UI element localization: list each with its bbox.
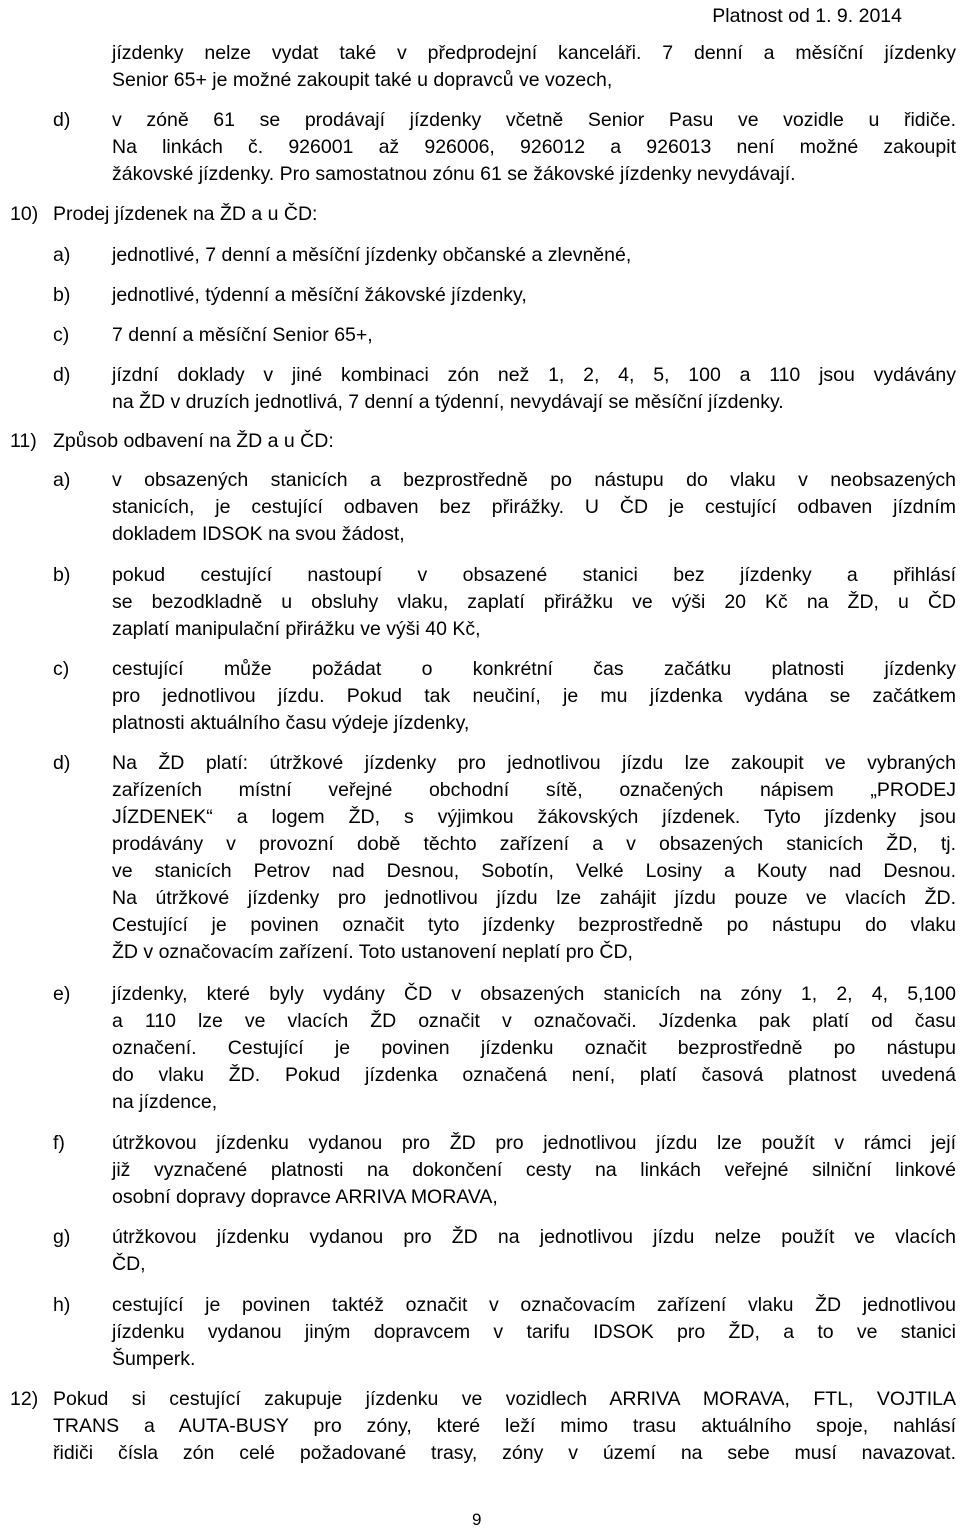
item-line: cestující je povinen taktéž označit v označovacím zařízení vlaku ŽD jednotlivou xyxy=(112,1294,956,1316)
section-title: Způsob odbavení na ŽD a u ČD: xyxy=(53,430,334,452)
item-label: h) xyxy=(53,1294,71,1316)
item-line: na ŽD v druzích jednotlivá, 7 denní a týdenní, nevydávají se měsíční jízdenky. xyxy=(112,391,784,413)
item-line: v obsazených stanicích a bezprostředně po nástupu do vlaku v neobsazených xyxy=(112,469,956,491)
section-number: 10) xyxy=(10,203,39,225)
item-label: d) xyxy=(53,109,71,131)
item-line: Na ŽD platí: útržkové jízdenky pro jednotlivou jízdu lze zakoupit ve vybraných xyxy=(112,752,956,774)
item-line: zařízeních místní veřejné obchodní sítě, označených nápisem „PRODEJ xyxy=(112,779,956,801)
item-line: Cestující je povinen označit tyto jízdenky bezprostředně po nástupu do vlaku xyxy=(112,914,956,936)
item-line: prodávány v provozní době těchto zařízení a v obsazených stanicích ŽD, tj. xyxy=(112,833,956,855)
item-line: Na linkách č. 926001 až 926006, 926012 a 926013 není možné zakoupit xyxy=(112,136,956,158)
item-line: jednotlivé, týdenní a měsíční žákovské jízdenky, xyxy=(112,284,527,306)
section-number: 12) xyxy=(10,1388,39,1410)
item-label: b) xyxy=(53,564,71,586)
item-line: osobní dopravy dopravce ARRIVA MORAVA, xyxy=(112,1186,498,1208)
item-line: stanicích, je cestující odbaven bez přirážky. U ČD je cestující odbaven jízdním xyxy=(112,496,956,518)
item-line: ČD, xyxy=(112,1253,146,1275)
item-line: jízdní doklady v jiné kombinaci zón než 1, 2, 4, 5, 100 a 110 jsou vydávány xyxy=(112,364,956,386)
validity-header: Platnost od 1. 9. 2014 xyxy=(712,5,902,27)
item-line: dokladem IDSOK na svou žádost, xyxy=(112,523,405,545)
item-label: b) xyxy=(53,284,71,306)
item-line: Na útržkové jízdenky pro jednotlivou jízdu lze zahájit jízdu pouze ve vlacích ŽD. xyxy=(112,887,956,909)
section-line: TRANS a AUTA-BUSY pro zóny, které leží mimo trasu aktuálního spoje, nahlásí xyxy=(53,1415,956,1437)
item-line: se bezodkladně u obsluhy vlaku, zaplatí přirážku ve výši 20 Kč na ŽD, u ČD xyxy=(112,591,956,613)
item-line: 7 denní a měsíční Senior 65+, xyxy=(112,324,373,346)
item-line: a 110 lze ve vlacích ŽD označit v označovači. Jízdenka pak platí od času xyxy=(112,1010,956,1032)
item-line: žákovské jízdenky. Pro samostatnou zónu 61 se žákovské jízdenky nevydávají. xyxy=(112,163,796,185)
continuation-line: jízdenky nelze vydat také v předprodejní kanceláři. 7 denní a měsíční jízdenky xyxy=(112,42,956,64)
item-line: jednotlivé, 7 denní a měsíční jízdenky občanské a zlevněné, xyxy=(112,244,632,266)
item-line: do vlaku ŽD. Pokud jízdenka označená není, platí časová platnost uvedená xyxy=(112,1064,956,1086)
item-line: na jízdence, xyxy=(112,1091,218,1113)
section-line: Pokud si cestující zakupuje jízdenku ve vozidlech ARRIVA MORAVA, FTL, VOJTILA xyxy=(53,1388,956,1410)
item-label: d) xyxy=(53,752,71,774)
item-label: f) xyxy=(53,1132,65,1154)
item-label: a) xyxy=(53,244,71,266)
item-line: Šumperk. xyxy=(112,1348,196,1370)
continuation-line: Senior 65+ je možné zakoupit také u dopravců ve vozech, xyxy=(112,69,613,91)
section-number: 11) xyxy=(10,430,37,452)
item-line: cestující může požádat o konkrétní čas začátku platnosti jízdenky xyxy=(112,658,956,680)
item-label: c) xyxy=(53,658,70,680)
item-label: g) xyxy=(53,1226,71,1248)
item-line: pro jednotlivou jízdu. Pokud tak neučiní, je mu jízdenka vydána se začátkem xyxy=(112,685,956,707)
section-line: řidiči čísla zón celé požadované trasy, zóny v území na sebe musí navazovat. xyxy=(53,1442,956,1464)
item-line: ŽD v označovacím zařízení. Toto ustanovení neplatí pro ČD, xyxy=(112,941,633,963)
item-line: v zóně 61 se prodávají jízdenky včetně Senior Pasu ve vozidle u řidiče. xyxy=(112,109,956,131)
item-label: c) xyxy=(53,324,70,346)
section-title: Prodej jízdenek na ŽD a u ČD: xyxy=(53,203,318,225)
item-line: pokud cestující nastoupí v obsazené stanici bez jízdenky a přihlásí xyxy=(112,564,956,586)
item-label: e) xyxy=(53,983,71,1005)
item-line: označení. Cestující je povinen jízdenku označit bezprostředně po nástupu xyxy=(112,1037,956,1059)
item-line: útržkovou jízdenku vydanou pro ŽD pro jednotlivou jízdu lze použít v rámci její xyxy=(112,1132,956,1154)
item-line: útržkovou jízdenku vydanou pro ŽD na jednotlivou jízdu nelze použít ve vlacích xyxy=(112,1226,956,1248)
item-line: jízdenku vydanou jiným dopravcem v tarifu IDSOK pro ŽD, a to ve stanici xyxy=(112,1321,956,1343)
item-line: JÍZDENEK“ a logem ŽD, s výjimkou žákovských jízdenek. Tyto jízdenky jsou xyxy=(112,806,956,828)
item-line: zaplatí manipulační přirážku ve výši 40 Kč, xyxy=(112,618,481,640)
item-line: ve stanicích Petrov nad Desnou, Sobotín, Velké Losiny a Kouty nad Desnou. xyxy=(112,860,956,882)
item-line: jízdenky, které byly vydány ČD v obsazených stanicích na zóny 1, 2, 4, 5,100 xyxy=(112,983,956,1005)
item-line: již vyznačené platnosti na dokončení cesty na linkách veřejné silniční linkové xyxy=(112,1159,956,1181)
page-number: 9 xyxy=(472,1510,482,1529)
item-label: d) xyxy=(53,364,71,386)
item-label: a) xyxy=(53,469,71,491)
item-line: platnosti aktuálního času výdeje jízdenky, xyxy=(112,712,470,734)
